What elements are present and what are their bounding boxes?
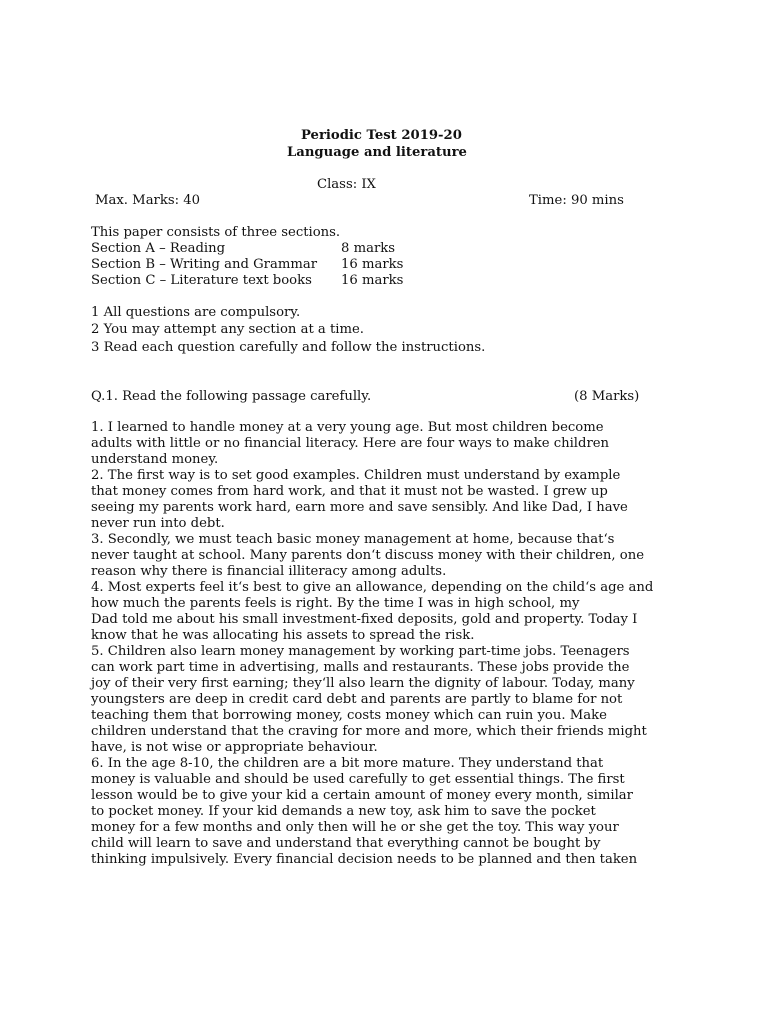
section-b-marks: 16 marks [341,257,404,272]
time-label: Time: 90 mins [529,193,624,208]
passage-line: can work part time in advertising, malls and restaurants. These jobs provide the [91,660,630,675]
instruction-1: 1 All questions are compulsory. [91,305,301,320]
passage-line: thinking impulsively. Every financial decision needs to be planned and then taken [91,852,638,867]
passage-line: that money comes from hard work, and that it must not be wasted. I grew up [91,484,608,499]
question-marks: (8 Marks) [574,389,640,404]
max-marks-label: Max. Marks: 40 [95,193,201,208]
passage-line: seeing my parents work hard, earn more and save sensibly. And like Dad, I have [91,500,628,515]
passage-line: 3. Secondly, we must teach basic money management at home, because that‘s [91,532,615,547]
section-b-name: Section B – Writing and Grammar [91,257,318,272]
passage-line: never run into debt. [91,516,225,531]
sections-intro: This paper consists of three sections. [91,225,341,240]
passage-line: never taught at school. Many parents don‘t discuss money with their children, one [91,548,645,563]
passage-line: teaching them that borrowing money, costs money which can ruin you. Make [91,708,607,723]
section-a-marks: 8 marks [341,241,396,256]
passage-line: have, is not wise or appropriate behaviour. [91,740,378,755]
exam-title: Periodic Test 2019-20 [301,128,462,143]
passage-line: adults with little or no financial literacy. Here are four ways to make children [91,436,610,451]
passage-line: 4. Most experts feel it‘s best to give an allowance, depending on the child‘s age and [91,580,654,595]
reading-passage [91,420,691,868]
exam-subtitle: Language and literature [287,145,467,160]
passage-line: money is valuable and should be used carefully to get essential things. The first [91,772,625,787]
section-a-name: Section A – Reading [91,241,226,256]
passage-line: joy of their very first earning; they‘ll also learn the dignity of labour. Today, many [91,676,635,691]
passage-line: Dad told me about his small investment-fixed deposits, gold and property. Today I [91,612,638,627]
passage-line: know that he was allocating his assets to spread the risk. [91,628,475,643]
passage-line: how much the parents feels is right. By the time I was in high school, my [91,596,580,611]
passage-line: understand money. [91,452,219,467]
passage-line: lesson would be to give your kid a certain amount of money every month, similar [91,788,633,803]
class-label: Class: IX [317,177,376,192]
passage-line: 2. The first way is to set good examples. Children must understand by example [91,468,621,483]
passage-line: youngsters are deep in credit card debt and parents are partly to blame for not [91,692,623,707]
passage-line: 1. I learned to handle money at a very young age. But most children become [91,420,604,435]
passage-line: child will learn to save and understand that everything cannot be bought by [91,836,601,851]
instruction-3: 3 Read each question carefully and follow the instructions. [91,340,486,355]
question-label: Q.1. Read the following passage carefully. [91,389,372,404]
passage-line: 6. In the age 8-10, the children are a bit more mature. They understand that [91,756,604,771]
instruction-2: 2 You may attempt any section at a time. [91,322,365,337]
section-c-marks: 16 marks [341,273,404,288]
passage-line: children understand that the craving for more and more, which their friends might [91,724,647,739]
passage-line: to pocket money. If your kid demands a new toy, ask him to save the pocket [91,804,596,819]
section-c-name: Section C – Literature text books [91,273,312,288]
passage-line: money for a few months and only then will he or she get the toy. This way your [91,820,619,835]
passage-line: reason why there is financial illiteracy among adults. [91,564,447,579]
passage-line: 5. Children also learn money management by working part-time jobs. Teenagers [91,644,630,659]
